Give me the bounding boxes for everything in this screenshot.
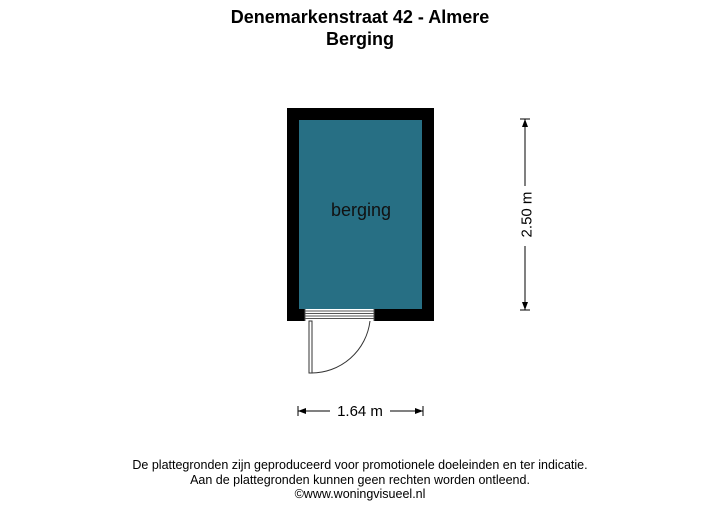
disclaimer-line: Aan de plattegronden kunnen geen rechten worden ontleend. [190,473,530,487]
height-arrow-bottom [522,302,528,310]
page-subtitle: Berging [325,29,394,49]
width-arrow-right [415,408,423,414]
width-dimension-label: 1.64 m [337,403,383,420]
disclaimer-line: De plattegronden zijn geproduceerd voor promotionele doeleinden en ter indicatie. [132,458,588,472]
page-title: Denemarkenstraat 42 - Almere [230,7,490,27]
room-label: berging [330,200,392,220]
width-arrow-left [298,408,306,414]
door-leaf [309,321,312,373]
copyright-line: ©www.woningvisueel.nl [294,487,426,501]
height-arrow-top [522,119,528,127]
height-dimension-label: 2.50 m [518,191,536,238]
door-swing-arc [311,321,370,373]
